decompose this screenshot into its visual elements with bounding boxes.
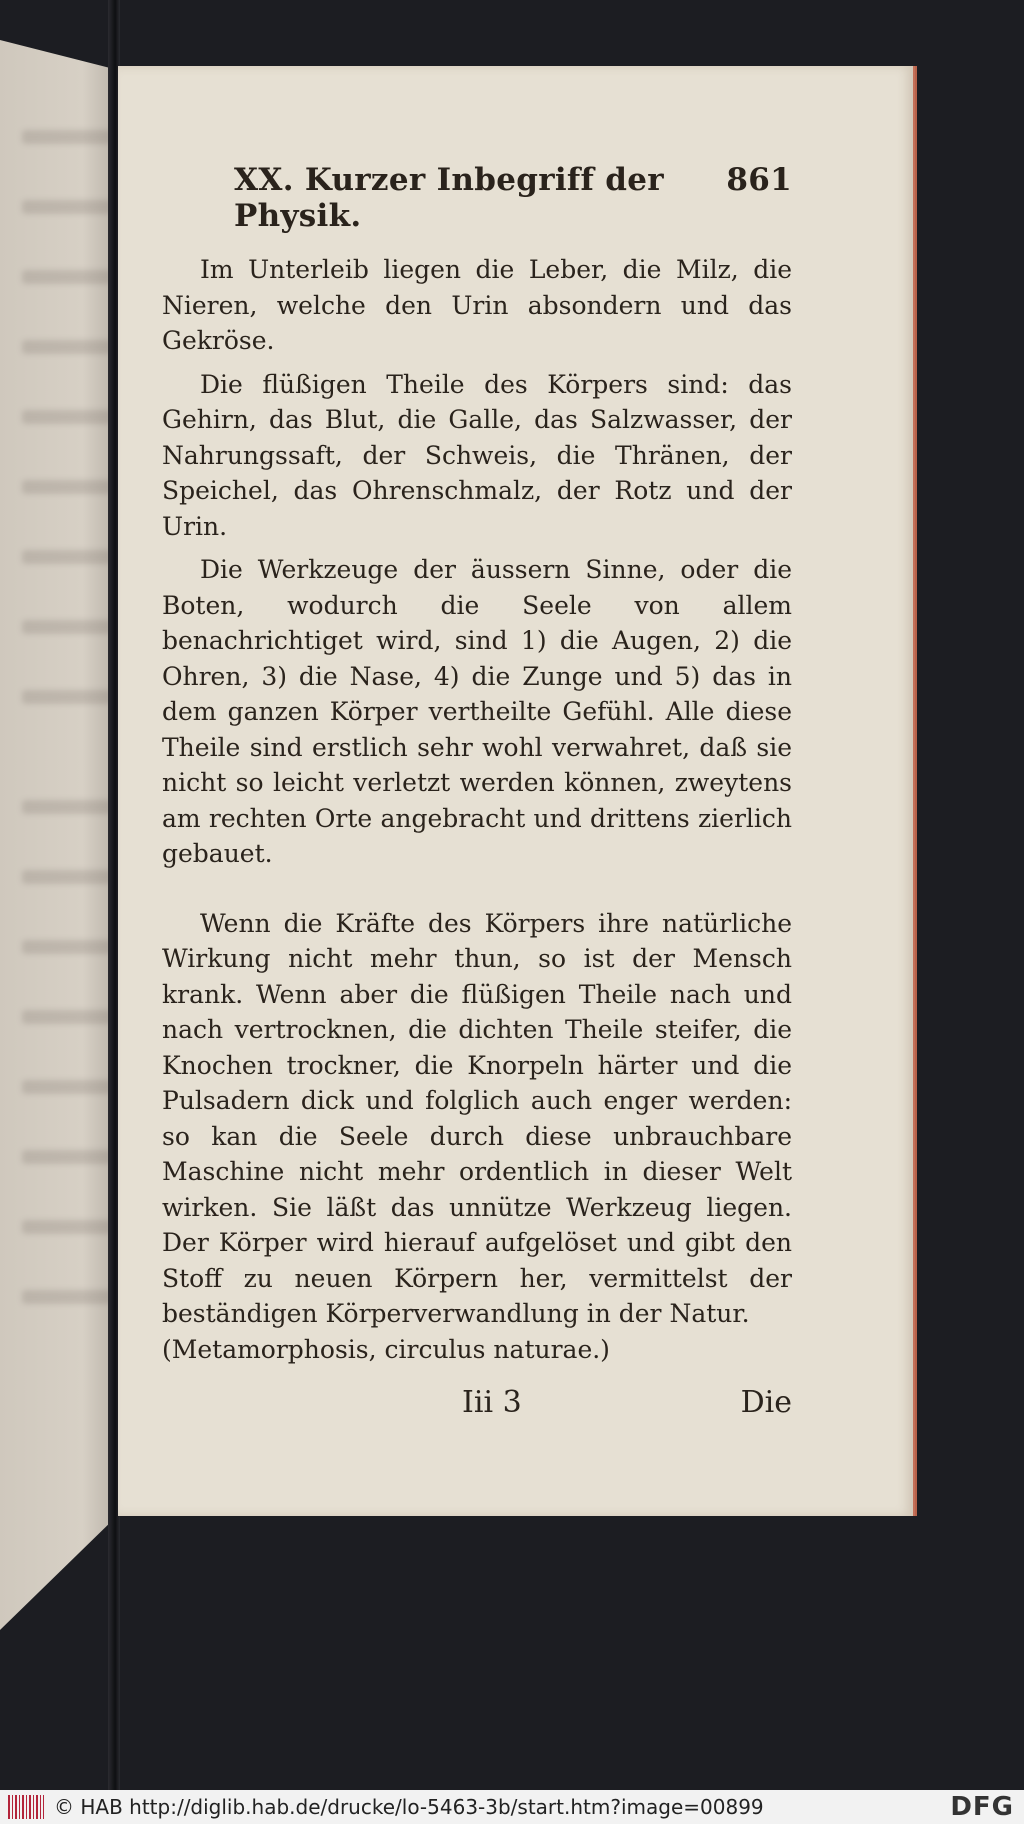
latin-line: (Metamorphosis, circulus naturae.) [162,1334,610,1364]
header-title: XX. Kurzer Inbegriff der Physik. [234,162,664,234]
page-footer [162,1385,792,1420]
paragraph-2: Die flüßigen Theile des Körpers sind: das Gehirn, das Blut, die Galle, das Salzwasser, der Nahrungssaft, der Schweis, die Thränen, der Speichel, das Ohrenschmalz, der Rotz und der Urin. [162,369,792,541]
facing-page [0,40,118,1630]
running-header [234,162,792,234]
dfg-logo: DFG [950,1792,1014,1822]
barcode-icon [8,1795,44,1819]
page-text [162,150,792,1420]
copyright-link[interactable]: © HAB http://diglib.hab.de/drucke/lo-5463-3b/start.htm?image=00899 [54,1795,764,1819]
page-number: 861 [726,162,792,198]
source-bar [0,1790,1024,1824]
paragraph-1: Im Unterleib liegen die Leber, die Milz, die Nieren, welche den Urin absondern und das Gekröse. [162,255,792,355]
signature-mark: Iii 3 [462,1385,522,1420]
paragraph-3: Die Werkzeuge der äussern Sinne, oder die Boten, wodurch die Seele von allem benachrichtiget wird, sind 1) die Augen, 2) die Ohren, 3) die Nase, 4) die Zunge und 5) das in dem ganzen Körper vertheilte Gefühl. Alle diese Theile sind erstlich sehr wohl verwahret, daß sie nicht so leicht verletzt werden können, zweytens am rechten Orte angebracht und drittens zierlich gebauet. [162,555,792,868]
catchword: Die [740,1385,792,1420]
paragraph-4: Wenn die Kräfte des Körpers ihre natürliche Wirkung nicht mehr thun, so ist der Mensch krank. Wenn aber die flüßigen Theile nach und nach vertrocknen, die dichten Theile steifer, die Knochen trockner, die Knorpeln härter und die Pulsadern dick und folglich auch enger werden: so kan die Seele durch diese unbrauchbare Maschine nicht mehr ordentlich in dieser Welt wirken. Sie läßt das unnütze Werkzeug liegen. Der Körper wird hierauf aufgelöset und gibt den Stoff zu neuen Körpern her, vermittelst der beständigen Körperverwandlung in der Natur. [162,908,792,1328]
